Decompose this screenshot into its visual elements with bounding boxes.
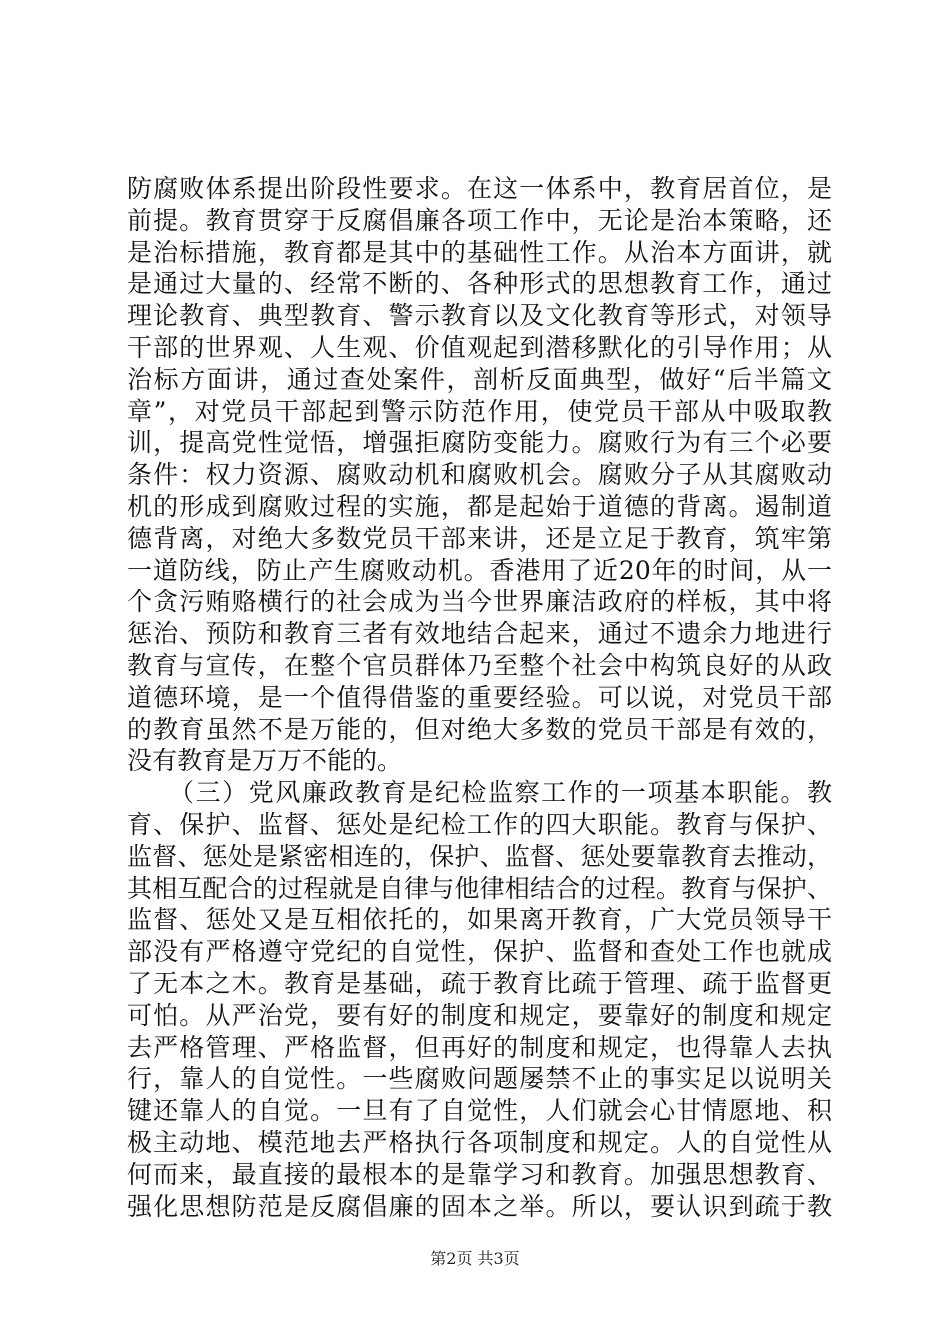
text-line: 极主动地、模范地去严格执行各项制度和规定。人的自觉性从 [127, 1127, 832, 1157]
text-line: 惩治、预防和教育三者有效地结合起来，通过不遗余力地进行 [127, 619, 832, 649]
text-line: 键还靠人的自觉。一旦有了自觉性，人们就会心甘情愿地、积 [127, 1096, 832, 1126]
text-line: 的教育虽然不是万能的，但对绝大多数的党员干部是有效的， [127, 714, 832, 744]
text-line: 育、保护、监督、惩处是纪检工作的四大职能。教育与保护、 [127, 809, 832, 839]
text-line: 去严格管理、严格监督，但再好的制度和规定，也得靠人去执 [127, 1032, 832, 1062]
text-line: （三）党风廉政教育是纪检监察工作的一项基本职能。教 [169, 778, 832, 808]
text-line: 监督、惩处又是互相依托的，如果离开教育，广大党员领导干 [127, 905, 832, 935]
text-line: 道德环境，是一个值得借鉴的重要经验。可以说，对党员干部 [127, 682, 832, 712]
text-line: 防腐败体系提出阶段性要求。在这一体系中，教育居首位，是 [127, 174, 832, 203]
text-line: 是治标措施，教育都是其中的基础性工作。从治本方面讲，就 [127, 237, 832, 267]
text-line: 没有教育是万万不能的。 [127, 746, 403, 776]
text-line: 理论教育、典型教育、警示教育以及文化教育等形式，对领导 [127, 301, 832, 331]
text-line: 机的形成到腐败过程的实施，都是起始于道德的背离。遏制道 [127, 491, 832, 521]
text-line: 监督、惩处是紧密相连的，保护、监督、惩处要靠教育去推动， [127, 841, 832, 871]
text-line: 章”，对党员干部起到警示防范作用，使党员干部从中吸取教 [127, 396, 832, 426]
paragraph [127, 173, 832, 777]
text-line: 条件：权力资源、腐败动机和腐败机会。腐败分子从其腐败动 [127, 460, 832, 490]
text-line: 一道防线，防止产生腐败动机。香港用了近20年的时间，从一 [127, 555, 832, 585]
text-line: 是通过大量的、经常不断的、各种形式的思想教育工作，通过 [127, 269, 832, 299]
text-line: 强化思想防范是反腐倡廉的固本之举。所以，要认识到疏于教 [127, 1191, 832, 1221]
text-line: 教育与宣传，在整个官员群体乃至整个社会中构筑良好的从政 [127, 650, 832, 680]
text-line: 治标方面讲，通过查处案件，剖析反面典型，做好“后半篇文 [127, 364, 832, 394]
text-line: 前提。教育贯穿于反腐倡廉各项工作中，无论是治本策略，还 [127, 205, 832, 235]
text-line: 其相互配合的过程就是自律与他律相结合的过程。教育与保护、 [127, 873, 832, 903]
body-text [127, 173, 832, 1222]
text-line: 训，提高党性觉悟，增强拒腐防变能力。腐败行为有三个必要 [127, 428, 832, 458]
text-line: 德背离，对绝大多数党员干部来讲，还是立足于教育，筑牢第 [127, 523, 832, 553]
text-line: 个贪污贿赂横行的社会成为当今世界廉洁政府的样板，其中将 [127, 587, 832, 617]
page-footer: 第2页 共3页 [430, 1249, 520, 1268]
paragraph [127, 777, 832, 1222]
text-line: 可怕。从严治党，要有好的制度和规定，要靠好的制度和规定 [127, 1000, 832, 1030]
text-line: 何而来，最直接的最根本的是靠学习和教育。加强思想教育、 [127, 1159, 832, 1189]
text-line: 行，靠人的自觉性。一些腐败问题屡禁不止的事实足以说明关 [127, 1064, 832, 1094]
text-line: 干部的世界观、人生观、价值观起到潜移默化的引导作用；从 [127, 332, 832, 362]
text-line: 部没有严格遵守党纪的自觉性，保护、监督和查处工作也就成 [127, 937, 832, 967]
text-line: 了无本之木。教育是基础，疏于教育比疏于管理、疏于监督更 [127, 968, 832, 998]
